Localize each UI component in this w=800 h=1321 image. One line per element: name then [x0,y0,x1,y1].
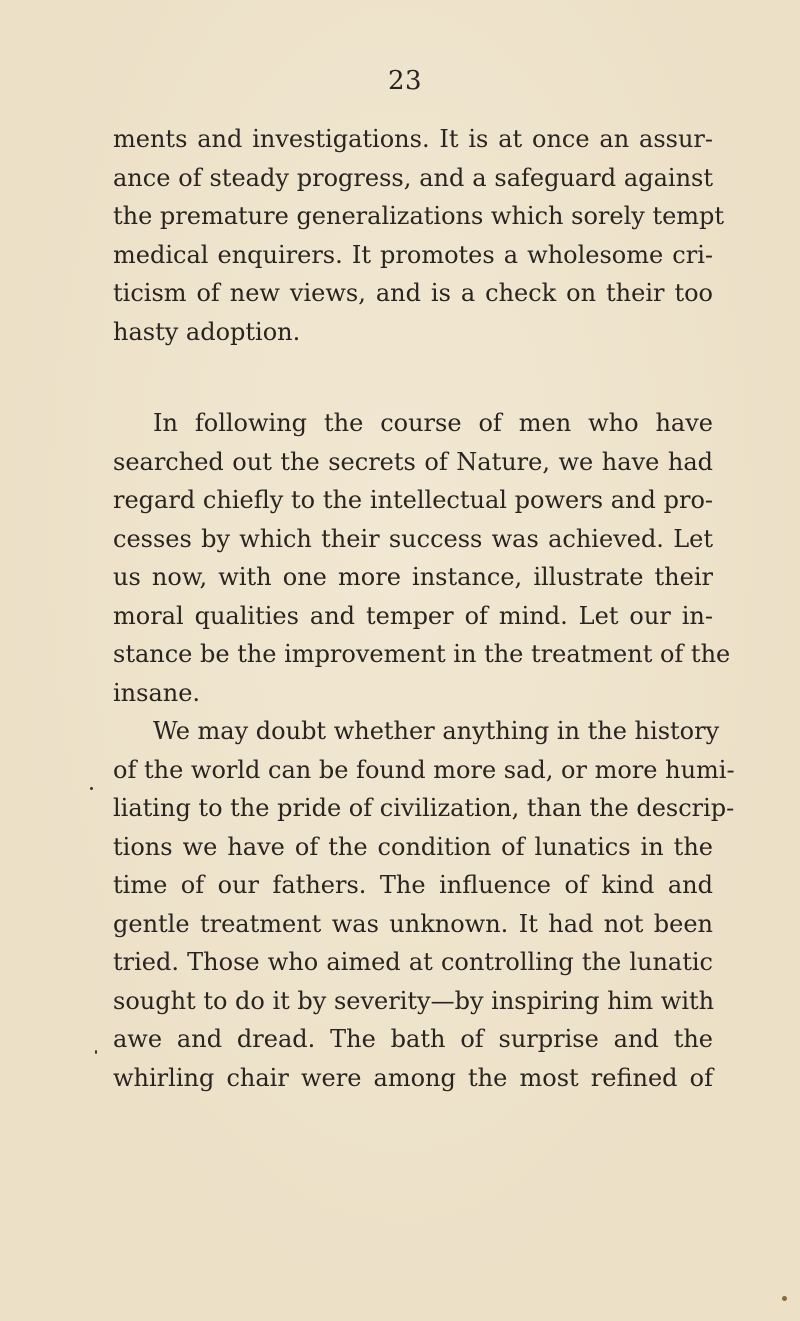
ink-speck [90,787,93,790]
text-line: time of our fathers. The influence of kind and [113,871,713,899]
paper-stain [782,1296,787,1301]
page-number: 23 [388,66,423,96]
ink-speck [95,1050,97,1054]
text-line: tions we have of the condition of lunatics in the [113,832,713,861]
text-line: hasty adoption. [113,317,301,346]
text-line: medical enquirers. It promotes a wholesome cri- [113,240,713,269]
paragraph-3 [113,712,735,1097]
text-line: the premature generalizations which sorely tempt [113,202,725,230]
text-line: regard chiefly to the intellectual powers and pro- [113,486,713,514]
text-line: ments and investigations. It is at once an assur- [113,125,713,153]
text-line: liating to the pride of civilization, than the descrip- [113,794,735,822]
text-line: gentle treatment was unknown. It had not been [113,909,713,938]
text-line: ance of steady progress, and a safeguard against [113,163,713,192]
text-line: In following the course of men who have [153,409,713,437]
paragraph-2 [113,404,731,712]
text-line: insane. [113,678,201,707]
paragraph-1 [113,120,725,351]
text-line: stance be the improvement in the treatment of the [113,640,731,668]
text-line: ticism of new views, and is a check on their too [113,279,713,307]
text-line: us now, with one more instance, illustrate their [113,563,713,591]
text-line: tried. Those who aimed at controlling the lunatic [113,948,713,976]
text-line: searched out the secrets of Nature, we have had [113,447,713,476]
text-line: sought to do it by severity—by inspiring him with [113,986,715,1015]
text-line: We may doubt whether anything in the history [153,717,720,745]
text-line: cesses by which their success was achieved. Let [113,524,713,553]
text-line: whirling chair were among the most refined of [113,1063,713,1092]
text-line: of the world can be found more sad, or more humi- [113,755,735,784]
text-line: moral qualities and temper of mind. Let our in- [113,601,713,630]
text-line: awe and dread. The bath of surprise and the [113,1025,713,1053]
